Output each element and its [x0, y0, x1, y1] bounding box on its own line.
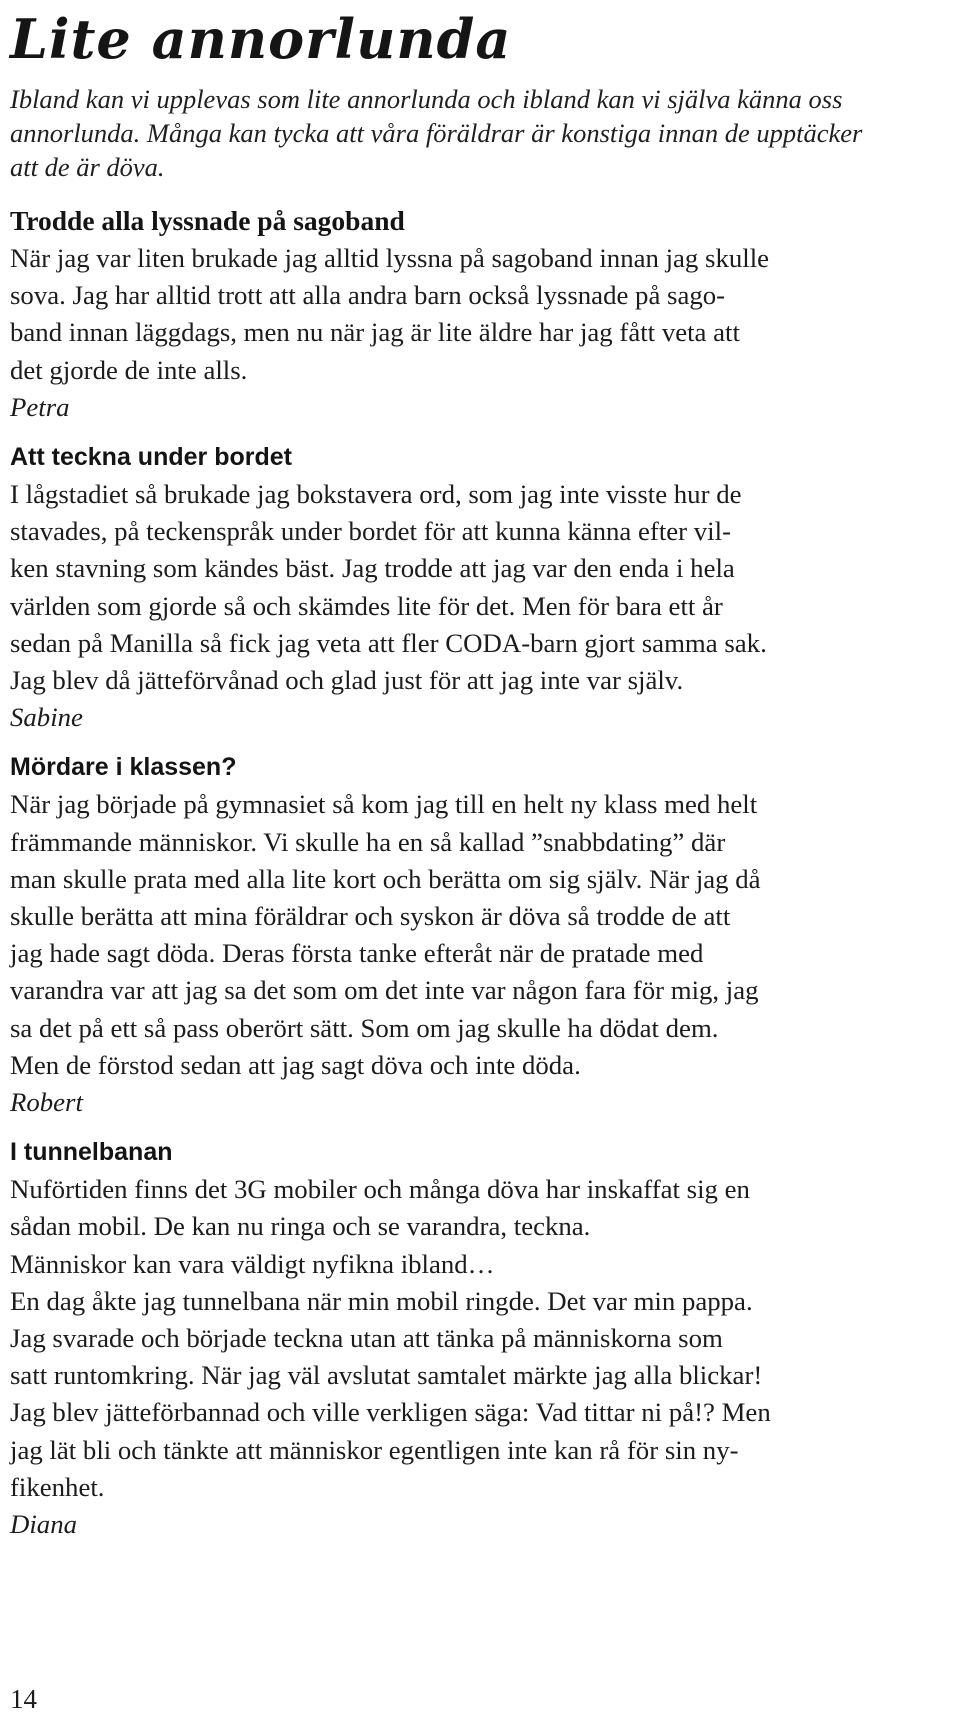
story-heading: I tunnelbanan: [10, 1138, 173, 1167]
story-line: Jag blev jätteförbannad och ville verkligen säga: Vad tittar ni på!? Men: [10, 1397, 771, 1428]
story-line: I lågstadiet så brukade jag bokstavera ord, som jag inte visste hur de: [10, 479, 742, 510]
story-line: Men de förstod sedan att jag sagt döva och inte döda.: [10, 1049, 581, 1080]
story-line: främmande människor. Vi skulle ha en så kallad ”snabbdating” där: [10, 826, 726, 857]
story-line: Jag svarade och började teckna utan att tänka på människorna som: [10, 1323, 723, 1354]
page-number: 14: [10, 1684, 37, 1714]
story-heading: Att teckna under bordet: [10, 443, 292, 472]
story-line: satt runtomkring. När jag väl avslutat samtalet märkte jag alla blickar!: [10, 1360, 763, 1391]
story-heading: Trodde alla lyssnade på sagoband: [10, 205, 405, 236]
story-author: Robert: [10, 1087, 83, 1118]
story-section: [10, 748, 955, 1121]
intro-line: att de är döva.: [10, 152, 165, 182]
story-body: [10, 1171, 955, 1506]
story-line: sa det på ett så pass oberört sätt. Som om jag skulle ha dödat dem.: [10, 1012, 719, 1043]
story-line: Jag blev då jätteförvånad och glad just för att jag inte var själv.: [10, 665, 684, 696]
story-line: band innan läggdags, men nu när jag är lite äldre har jag fått veta att: [10, 317, 740, 348]
intro-line: annorlunda. Många kan tycka att våra föräldrar är konstiga innan de upptäcker: [10, 118, 863, 148]
story-line: jag lät bli och tänkte att människor egentligen inte kan rå för sin ny-: [10, 1434, 739, 1465]
story-line: skulle berätta att mina föräldrar och syskon är döva så trodde de att: [10, 901, 731, 932]
story-line: Människor kan vara väldigt nyfikna ibland…: [10, 1248, 495, 1279]
story-line: När jag började på gymnasiet så kom jag till en helt ny klass med helt: [10, 789, 758, 820]
story-author: Petra: [10, 391, 70, 422]
intro-line: Ibland kan vi upplevas som lite annorlunda och ibland kan vi själva känna oss: [10, 84, 843, 114]
story-section: [10, 202, 955, 426]
story-section: [10, 1133, 955, 1543]
story-author: Diana: [10, 1509, 77, 1540]
story-line: stavades, på teckenspråk under bordet för att kunna känna efter vil-: [10, 516, 731, 547]
story-line: världen som gjorde så och skämdes lite för det. Men för bara ett år: [10, 590, 723, 621]
story-author: Sabine: [10, 702, 83, 733]
story-line: man skulle prata med alla lite kort och berätta om sig själv. När jag då: [10, 863, 761, 894]
story-section: [10, 438, 955, 736]
intro-paragraph: [10, 82, 955, 184]
story-line: fikenhet.: [10, 1471, 105, 1502]
story-line: ken stavning som kändes bäst. Jag trodde att jag var den enda i hela: [10, 553, 735, 584]
article-page: [10, 0, 955, 1543]
story-line: varandra var att jag sa det som om det inte var någon fara för mig, jag: [10, 975, 759, 1006]
story-line: sedan på Manilla så fick jag veta att fler CODA-barn gjort samma sak.: [10, 627, 767, 658]
story-line: När jag var liten brukade jag alltid lyssna på sagoband innan jag skulle: [10, 243, 770, 273]
story-line: jag hade sagt döda. Deras första tanke efteråt när de pratade med: [10, 938, 704, 969]
story-line: sådan mobil. De kan nu ringa och se varandra, teckna.: [10, 1211, 591, 1242]
story-line: sova. Jag har alltid trott att alla andra barn också lyssnade på sago-: [10, 280, 726, 311]
story-heading: Mördare i klassen?: [10, 753, 237, 782]
story-body: [10, 476, 955, 699]
article-title: Lite annorlunda: [10, 7, 512, 71]
story-line: En dag åkte jag tunnelbana när min mobil ringde. Det var min pappa.: [10, 1285, 753, 1316]
story-body: [10, 240, 955, 389]
story-body: [10, 786, 955, 1084]
story-line: det gjorde de inte alls.: [10, 354, 248, 385]
story-line: Nuförtiden finns det 3G mobiler och många döva har inskaffat sig en: [10, 1174, 750, 1205]
